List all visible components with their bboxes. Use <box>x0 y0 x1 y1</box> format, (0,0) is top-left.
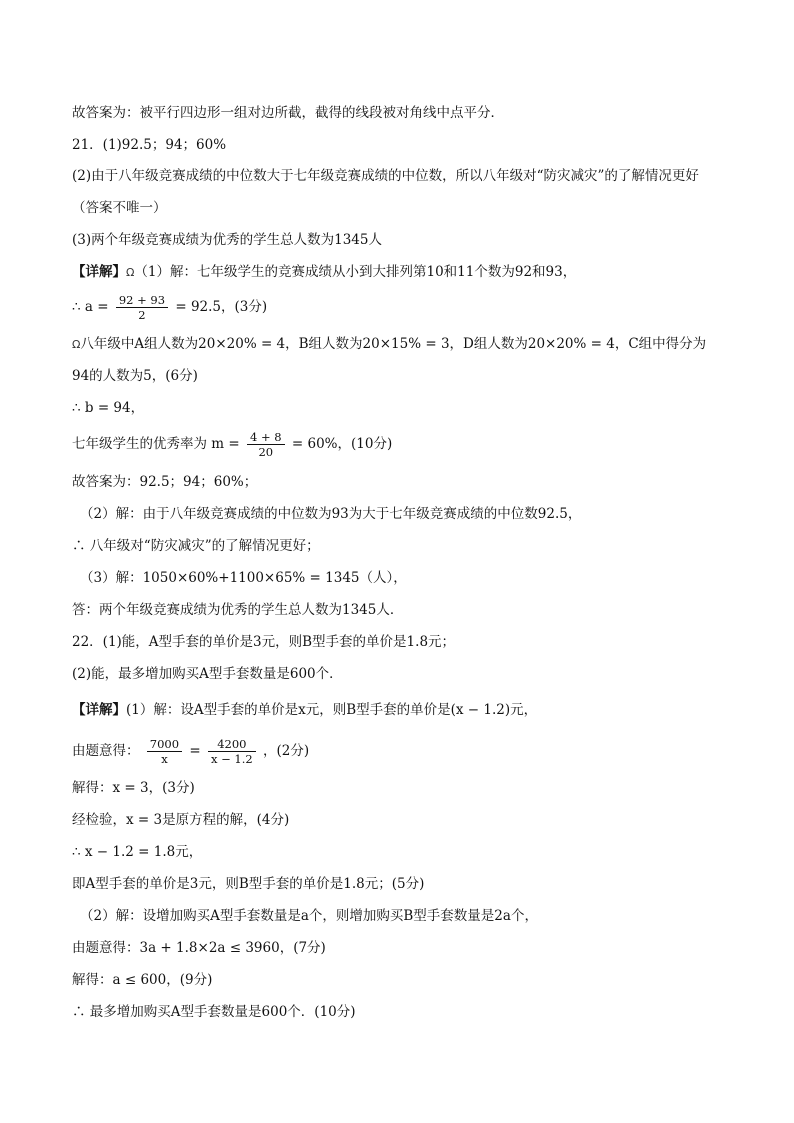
text-line: 94的人数为5，(6分) <box>72 368 198 384</box>
text-line: 由题意得：3a + 1.8×2a ≤ 3960，(7分) <box>72 940 326 956</box>
because-icon: Ω <box>72 338 81 351</box>
text-line: 【详解】(1）解：设A型手套的单价是x元，则B型手套的单价是(x − 1.2)元， <box>72 702 538 718</box>
text-line: ∴ b = 94， <box>72 400 145 416</box>
text-line: 21．(1)92.5；94；60% <box>72 137 227 153</box>
text-line: (3)两个年级竞赛成绩为优秀的学生总人数为1345人 <box>72 232 382 248</box>
text-line: 答：两个年级竞赛成绩为优秀的学生总人数为1345人． <box>72 602 404 618</box>
text-line: （答案不唯一） <box>72 200 167 216</box>
formula-line: ∴ a = $\frac{92 + 93}{2}$ = 92.5，(3分) <box>72 293 268 322</box>
text-line: ∴ 最多增加购买A型手套数量是600个．(10分) <box>72 1004 356 1020</box>
text-line: (2)能，最多增加购买A型手套数量是600个． <box>72 666 343 682</box>
because-icon: Ω <box>126 266 135 279</box>
formula-line: 七年级学生的优秀率为 m = $\frac{4 + 8}{20}$ = 60%，(10分) <box>72 430 393 459</box>
text-line: （3）解：1050×60%+1100×65% = 1345（人）， <box>80 570 407 586</box>
text-line: Ω八年级中A组人数为20×20% = 4，B组人数为20×15% = 3，D组人数为20×20% = 4，C组中得分为 <box>72 336 707 352</box>
text-line: （2）解：由于八年级竞赛成绩的中位数为93为大于七年级竞赛成绩的中位数92.5， <box>80 506 582 522</box>
fraction: $\frac{7000}{x}$ <box>147 737 182 766</box>
text-line: 解得：a ≤ 600，(9分) <box>72 972 213 988</box>
text-line: 即A型手套的单价是3元，则B型手套的单价是1.8元；(5分) <box>72 876 425 892</box>
text-line: 经检验，x = 3是原方程的解，(4分) <box>72 812 290 828</box>
formula-line: 由题意得： $\frac{7000}{x}$ = $\frac{4200}{x - 1.2}$ ，(2分) <box>72 737 310 766</box>
fraction: $\frac{4200}{x - 1.2}$ <box>208 737 256 766</box>
fraction: $\frac{92 + 93}{2}$ <box>116 293 168 322</box>
text-line: 解得：x = 3，(3分) <box>72 780 195 796</box>
fraction: $\frac{4 + 8}{20}$ <box>247 430 285 459</box>
text-line: 故答案为：被平行四边形一组对边所截，截得的线段被对角线中点平分． <box>72 105 504 121</box>
detail-tag: 【详解】 <box>72 702 126 718</box>
text-line: 【详解】Ω（1）解：七年级学生的竞赛成绩从小到大排列第10和11个数为92和93， <box>72 264 577 280</box>
text-line: ∴ 八年级对“防灾减灾”的了解情况更好； <box>72 538 320 554</box>
text-line: 22．(1)能，A型手套的单价是3元，则B型手套的单价是1.8元； <box>72 634 456 650</box>
text-line: 故答案为：92.5；94；60%； <box>72 474 258 490</box>
text-line: ∴ x − 1.2 = 1.8元， <box>72 844 203 860</box>
detail-tag: 【详解】 <box>72 264 126 280</box>
text-line: (2)由于八年级竞赛成绩的中位数大于七年级竞赛成绩的中位数，所以八年级对“防灾减灾”的了解情况更好 <box>72 168 699 184</box>
text-line: （2）解：设增加购买A型手套数量是a个，则增加购买B型手套数量是2a个， <box>80 908 538 924</box>
